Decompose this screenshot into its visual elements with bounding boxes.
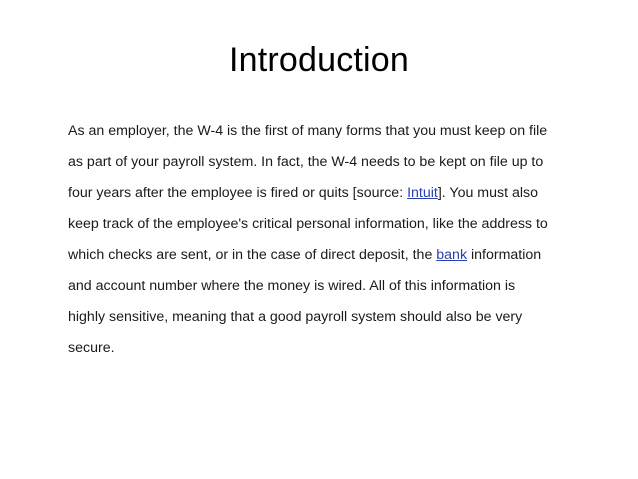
text-segment: As an employer, the W-4 is the first of many forms that you must keep on file: [68, 123, 548, 139]
text-segment: and account number where the money is wired. All of this information is: [68, 278, 516, 294]
body-line: [68, 271, 608, 302]
body-line: [68, 147, 608, 178]
body-line: [68, 333, 608, 364]
text-segment: which checks are sent, or in the case of direct deposit, the: [68, 247, 437, 263]
text-segment: ]. You must also: [437, 185, 539, 201]
bank-link[interactable]: bank: [436, 247, 468, 263]
body-line: [68, 302, 608, 333]
text-segment: four years after the employee is fired or quits [source:: [68, 185, 408, 201]
body-line: [68, 209, 608, 240]
body-line: [68, 178, 608, 209]
body-paragraph: [68, 116, 608, 364]
text-segment: information: [467, 247, 542, 263]
body-line: [68, 116, 608, 147]
text-segment: as part of your payroll system. In fact, the W-4 needs to be kept on file up to: [68, 154, 544, 170]
text-segment: highly sensitive, meaning that a good payroll system should also be very: [68, 309, 523, 325]
intuit-link[interactable]: Intuit: [407, 185, 438, 201]
text-segment: keep track of the employee's critical personal information, like the address to: [68, 216, 548, 232]
text-segment: secure.: [68, 340, 115, 356]
body-line: [68, 240, 608, 271]
slide-title: Introduction: [228, 41, 410, 79]
